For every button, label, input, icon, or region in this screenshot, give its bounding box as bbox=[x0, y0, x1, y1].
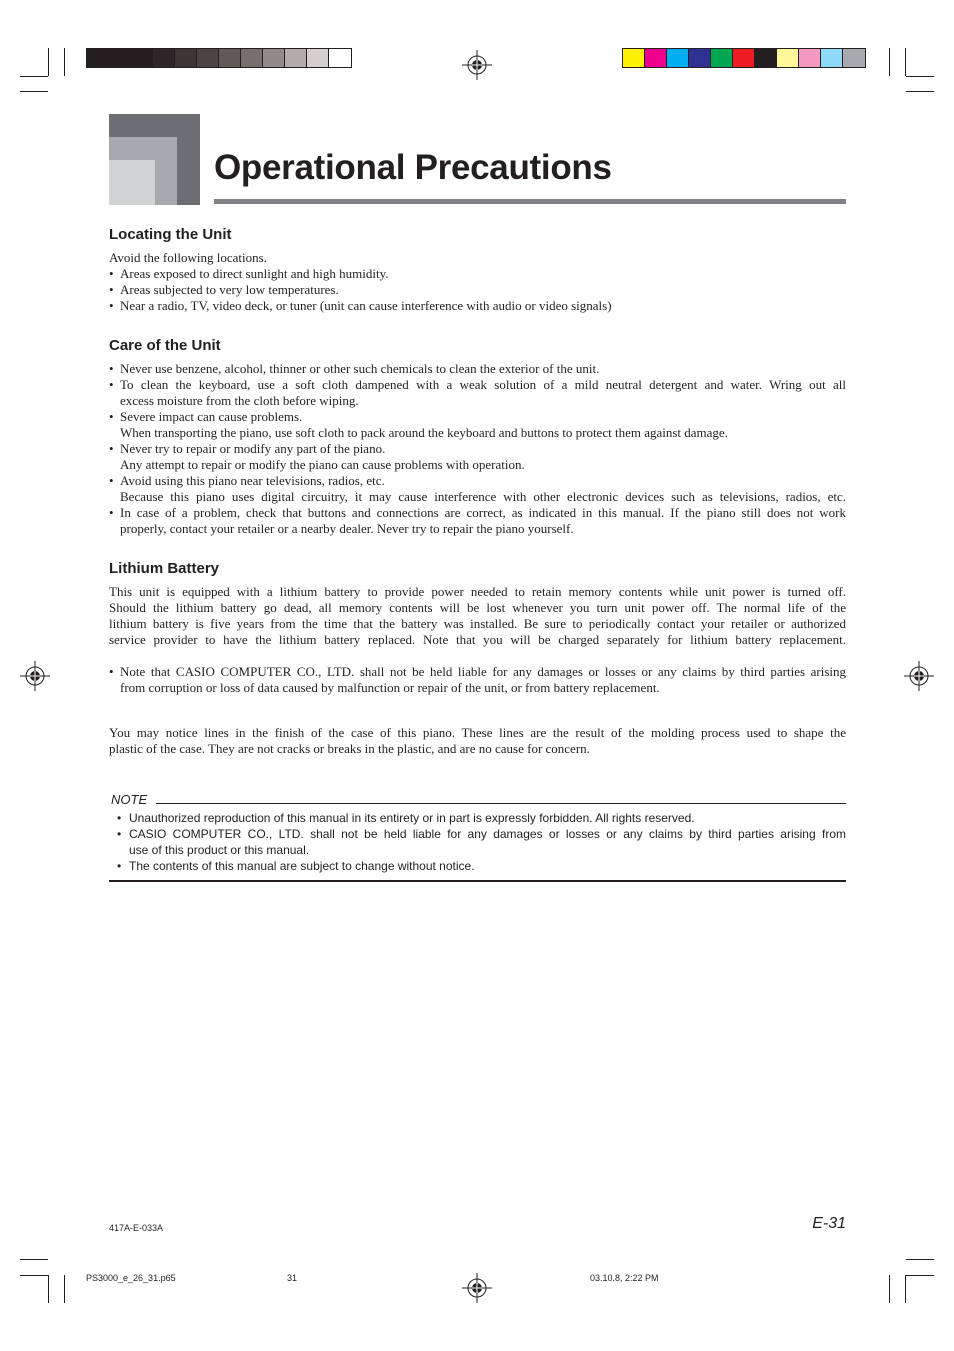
list-item: • Areas subjected to very low temperatures. bbox=[109, 282, 846, 298]
note-item-continuation: use of this product or this manual. bbox=[129, 843, 310, 857]
section-heading-battery: Lithium Battery bbox=[109, 560, 220, 577]
color-swatch bbox=[263, 49, 285, 67]
color-swatch bbox=[131, 49, 153, 67]
section-heading-care: Care of the Unit bbox=[109, 337, 221, 354]
registration-mark-icon bbox=[462, 50, 492, 80]
color-swatch bbox=[241, 49, 263, 67]
color-swatch bbox=[843, 49, 865, 67]
list-item: • Avoid using this piano near televisions, radios, etc. bbox=[109, 473, 846, 489]
battery-paragraph bbox=[109, 584, 846, 648]
color-swatch bbox=[153, 49, 175, 67]
note-top-rule bbox=[156, 803, 846, 804]
color-swatch bbox=[645, 49, 667, 67]
paragraph-line: service provider to have the lithium battery replaced. Note that you will be charged separately for lithium battery replacement. bbox=[109, 632, 846, 647]
note-bottom-rule bbox=[109, 880, 846, 882]
note-label: NOTE bbox=[111, 792, 148, 807]
list-item-continuation: excess moisture from the cloth before wiping. bbox=[120, 393, 359, 408]
title-underline bbox=[214, 199, 846, 204]
locating-intro: Avoid the following locations. bbox=[109, 250, 267, 265]
list-item: • Never try to repair or modify any part of the piano. bbox=[109, 441, 846, 457]
list-item: • Note that CASIO COMPUTER CO., LTD. shall not be held liable for any damages or losses or any claims by third parties arising bbox=[109, 664, 846, 680]
color-calibration-bar bbox=[622, 48, 866, 68]
color-swatch bbox=[667, 49, 689, 67]
battery-liability-note bbox=[109, 664, 846, 696]
file-name: PS3000_e_26_31.p65 bbox=[86, 1273, 176, 1283]
list-item-continuation: When transporting the piano, use soft cloth to pack around the keyboard and buttons to protect them against damage. bbox=[120, 425, 728, 440]
color-swatch bbox=[285, 49, 307, 67]
color-swatch bbox=[197, 49, 219, 67]
print-timestamp: 03.10.8, 2:22 PM bbox=[590, 1273, 659, 1283]
color-swatch bbox=[689, 49, 711, 67]
sheet-number: 31 bbox=[287, 1273, 298, 1283]
list-item-continuation: properly, contact your retailer or a nearby dealer. Never try to repair the piano yourself. bbox=[120, 521, 574, 536]
paragraph-line: Should the lithium battery go dead, all memory contents will be lost whenever you turn unit power off. The normal life of the bbox=[109, 600, 846, 615]
paragraph-line: plastic of the case. They are not cracks or breaks in the plastic, and are no cause for concern. bbox=[109, 741, 590, 756]
color-swatch bbox=[821, 49, 843, 67]
color-swatch bbox=[777, 49, 799, 67]
section-heading-locating: Locating the Unit bbox=[109, 226, 232, 243]
color-swatch bbox=[755, 49, 777, 67]
note-item: • The contents of this manual are subject to change without notice. bbox=[117, 858, 846, 874]
note-body bbox=[117, 810, 846, 874]
page-number: E-31 bbox=[812, 1215, 846, 1232]
list-item: • To clean the keyboard, use a soft cloth dampened with a weak solution of a mild neutral detergent and water. Wring out all bbox=[109, 377, 846, 393]
note-item: • Unauthorized reproduction of this manual in its entirety or in part is expressly forbidden. All rights reserved. bbox=[117, 810, 846, 826]
paragraph-line: This unit is equipped with a lithium battery to provide power needed to retain memory contents while unit power is turned off. bbox=[109, 584, 846, 599]
list-item: • Never use benzene, alcohol, thinner or other such chemicals to clean the exterior of the unit. bbox=[109, 361, 846, 377]
grayscale-calibration-bar bbox=[86, 48, 352, 68]
color-swatch bbox=[307, 49, 329, 67]
finish-paragraph bbox=[109, 725, 846, 757]
registration-mark-icon bbox=[462, 1273, 492, 1303]
color-swatch bbox=[733, 49, 755, 67]
list-item: • In case of a problem, check that buttons and connections are correct, as indicated in this manual. If the piano still does not work bbox=[109, 505, 846, 521]
paragraph-line: You may notice lines in the finish of the case of this piano. These lines are the result of the molding process used to shape the bbox=[109, 725, 846, 740]
list-item: • Areas exposed to direct sunlight and high humidity. bbox=[109, 266, 846, 282]
color-swatch bbox=[711, 49, 733, 67]
list-item-continuation: from corruption or loss of data caused by malfunction or repair of the unit, or from battery replacement. bbox=[120, 680, 660, 695]
color-swatch bbox=[799, 49, 821, 67]
registration-mark-icon bbox=[20, 661, 50, 691]
paragraph-line: lithium battery is five years from the time that the battery was installed. Be sure to periodically contact your retailer or authorized bbox=[109, 616, 846, 631]
page-title: Operational Precautions bbox=[214, 148, 612, 187]
color-swatch bbox=[87, 49, 109, 67]
note-item: • CASIO COMPUTER CO., LTD. shall not be held liable for any damages or losses or any claims by third parties arising from bbox=[117, 826, 846, 842]
color-swatch bbox=[623, 49, 645, 67]
color-swatch bbox=[175, 49, 197, 67]
list-item-continuation: Any attempt to repair or modify the piano can cause problems with operation. bbox=[120, 457, 525, 472]
color-swatch bbox=[219, 49, 241, 67]
document-code: 417A-E-033A bbox=[109, 1223, 164, 1233]
list-item: • Severe impact can cause problems. bbox=[109, 409, 846, 425]
list-item: • Near a radio, TV, video deck, or tuner (unit can cause interference with audio or video signals) bbox=[109, 298, 846, 314]
registration-mark-icon bbox=[904, 661, 934, 691]
color-swatch bbox=[329, 49, 351, 67]
list-item-continuation: Because this piano uses digital circuitry, it may cause interference with other electronic devices such as televisions, radios, etc. bbox=[120, 489, 846, 504]
locating-body bbox=[109, 250, 846, 314]
care-body bbox=[109, 361, 846, 537]
color-swatch bbox=[109, 49, 131, 67]
